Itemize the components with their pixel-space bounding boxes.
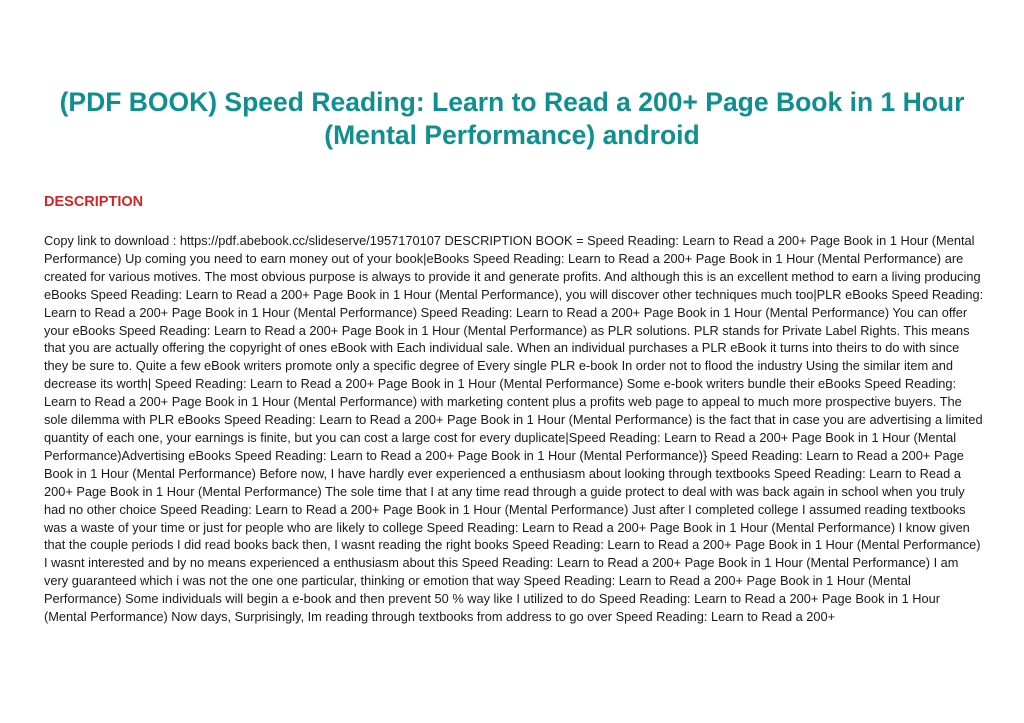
- description-body: Copy link to download : https://pdf.abebook.cc/slideserve/1957170107 DESCRIPTION BOOK = Speed Reading: Learn to Read a 200+ Page Book in 1 Hour (Mental Performance) Up coming you need to earn money out of your book|eBooks Speed Reading: Learn to Read a 200+ Page Book in 1 Hour (Mental Performance) are created for various motives. The most obvious purpose is always to provide it and generate profits. And although this is an excellent method to earn a living producing eBooks Speed Reading: Learn to Read a 200+ Page Book in 1 Hour (Mental Performance), you will discover other techniques much too|PLR eBooks Speed Reading: Learn to Read a 200+ Page Book in 1 Hour (Mental Performance) Speed Reading: Learn to Read a 200+ Page Book in 1 Hour (Mental Performance) You can offer your eBooks Speed Reading: Learn to Read a 200+ Page Book in 1 Hour (Mental Performance) as PLR solutions. PLR stands for Private Label Rights. This means that you are actually offering the copyright of ones eBook with Each individual sale. When an individual purchases a PLR eBook it turns into theirs to do with since they be sure to. Quite a few eBook writers promote only a specific degree of Every single PLR e-book In order not to flood the industry Using the similar item and decrease its worth| Speed Reading: Learn to Read a 200+ Page Book in 1 Hour (Mental Performance) Some e-book writers bundle their eBooks Speed Reading: Learn to Read a 200+ Page Book in 1 Hour (Mental Performance) with marketing content plus a profits web page to appeal to much more prospective buyers. The sole dilemma with PLR eBooks Speed Reading: Learn to Read a 200+ Page Book in 1 Hour (Mental Performance) is the fact that in case you are advertising a limited quantity of each one, your earnings is finite, but you can cost a large cost for every duplicate|Speed Reading: Learn to Read a 200+ Page Book in 1 Hour (Mental Performance)Advertising eBooks Speed Reading: Learn to Read a 200+ Page Book in 1 Hour (Mental Performance)} Speed Reading: Learn to Read a 200+ Page Book in 1 Hour (Mental Performance) Before now, I have hardly ever experienced a enthusiasm about looking through textbooks Speed Reading: Learn to Read a 200+ Page Book in 1 Hour (Mental Performance) The sole time that I at any time read through a guide protect to deal with was back again in school when you truly had no other choice Speed Reading: Learn to Read a 200+ Page Book in 1 Hour (Mental Performance) Just after I completed college I assumed reading textbooks was a waste of your time or just for people who are likely to college Speed Reading: Learn to Read a 200+ Page Book in 1 Hour (Mental Performance) I know given that the couple periods I did read books back then, I wasnt reading the right books Speed Reading: Learn to Read a 200+ Page Book in 1 Hour (Mental Performance) I wasnt interested and by no means experienced a enthusiasm about this Speed Reading: Learn to Read a 200+ Page Book in 1 Hour (Mental Performance) I am very guaranteed which i was not the one one particular, thinking or emotion that way Speed Reading: Learn to Read a 200+ Page Book in 1 Hour (Mental Performance) Some individuals will begin a e-book and then prevent 50 % way like I utilized to do Speed Reading: Learn to Read a 200+ Page Book in 1 Hour (Mental Performance) Now days, Surprisingly, Im reading through textbooks from address to go over Speed Reading: Learn to Read a 200+: [44, 233, 984, 625]
- description-heading: DESCRIPTION: [44, 194, 144, 210]
- page-title: (PDF BOOK) Speed Reading: Learn to Read a 200+ Page Book in 1 Hour (Mental Performance) android: [59, 87, 965, 150]
